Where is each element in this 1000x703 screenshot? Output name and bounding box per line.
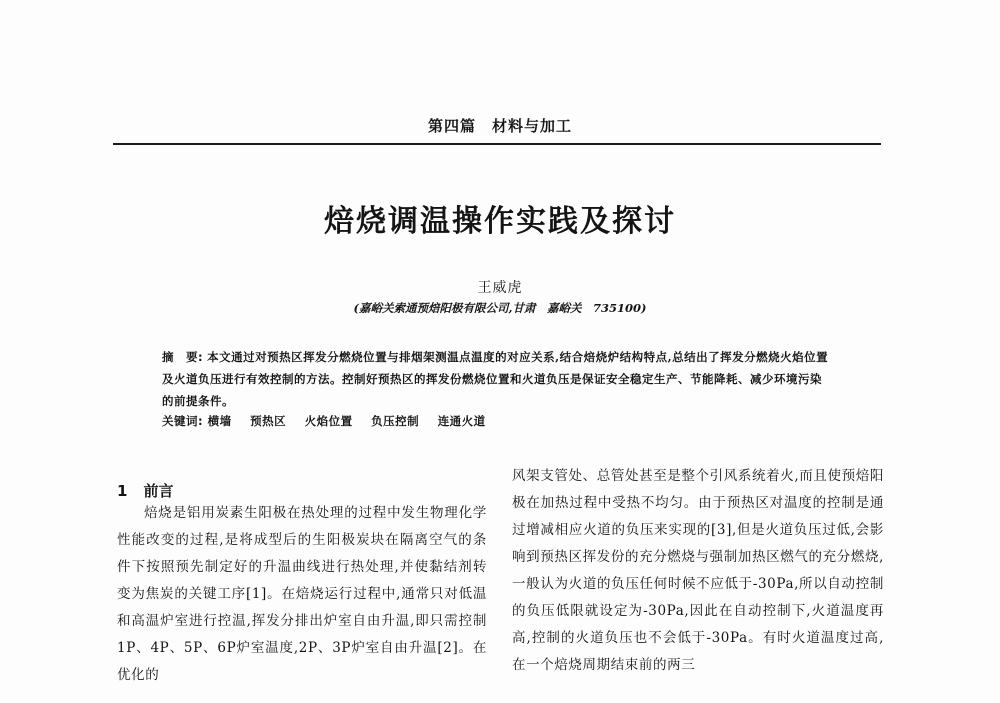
left-column (117, 500, 487, 689)
abstract-label: 摘 要: (162, 350, 204, 364)
section-heading (117, 480, 173, 501)
section-header: 第四篇 材料与加工 (427, 117, 572, 135)
keywords (162, 413, 830, 429)
section-title: 前言 (143, 482, 174, 500)
keyword: 连通火道 (437, 414, 486, 428)
author: 王威虎 (477, 280, 523, 296)
section-number: 1 (117, 482, 128, 500)
body-paragraph: 焙烧是铝用炭素生阳极在热处理的过程中发生物理化学性能改变的过程,是将成型后的生阳极炭块在隔离空气的条件下按照预先制定好的升温曲线进行热处理,并使黏结剂转变为焦炭的关键工序[1]。在焙烧运行过程中,通常只对低温和高温炉室进行控温,挥发分排出炉室自由升温,即只需控制1P、4P、5P、6P炉室温度,2P、3P炉室自由升温[2]。在优化的 (117, 505, 487, 683)
keyword: 负压控制 (371, 414, 420, 428)
body-paragraph: 风架支管处、总管处甚至是整个引风系统着火,而且使预焙阳极在加热过程中受热不均匀。由于预热区对温度的控制是通过增减相应火道的负压来实现的[3],但是火道负压过低,会影响到预热区挥发份的充分燃烧与强制加热区燃气的充分燃烧,一般认为火道的负压任何时候不应低于-30Pa,所以自动控制的负压低限就设定为-30Pa,因此在自动控制下,火道温度再高,控制的火道负压也不会低于-30Pa。有时火道温度过高,在一个焙烧周期结束前的两三 (512, 468, 884, 673)
abstract-text: 本文通过对预热区挥发分燃烧位置与排烟架测温点温度的对应关系,结合焙烧炉结构特点,总结出了挥发分燃烧火焰位置及火道负压进行有效控制的方法。控制好预热区的挥发份燃烧位置和火道负压是保证安全稳定生产、节能降耗、减少环境污染的前提条件。 (162, 350, 829, 408)
abstract (162, 346, 830, 412)
keyword: 火焰位置 (304, 414, 353, 428)
keywords-label: 关键词: (162, 414, 204, 428)
keyword: 横墙 (207, 414, 232, 428)
page-title: 焙烧调温操作实践及探讨 (324, 204, 676, 239)
affiliation: (嘉峪关索通预焙阳极有限公司,甘肃 嘉峪关 735100) (353, 301, 647, 315)
header-rule (113, 143, 881, 145)
right-column (512, 463, 884, 679)
keyword: 预热区 (250, 414, 287, 428)
